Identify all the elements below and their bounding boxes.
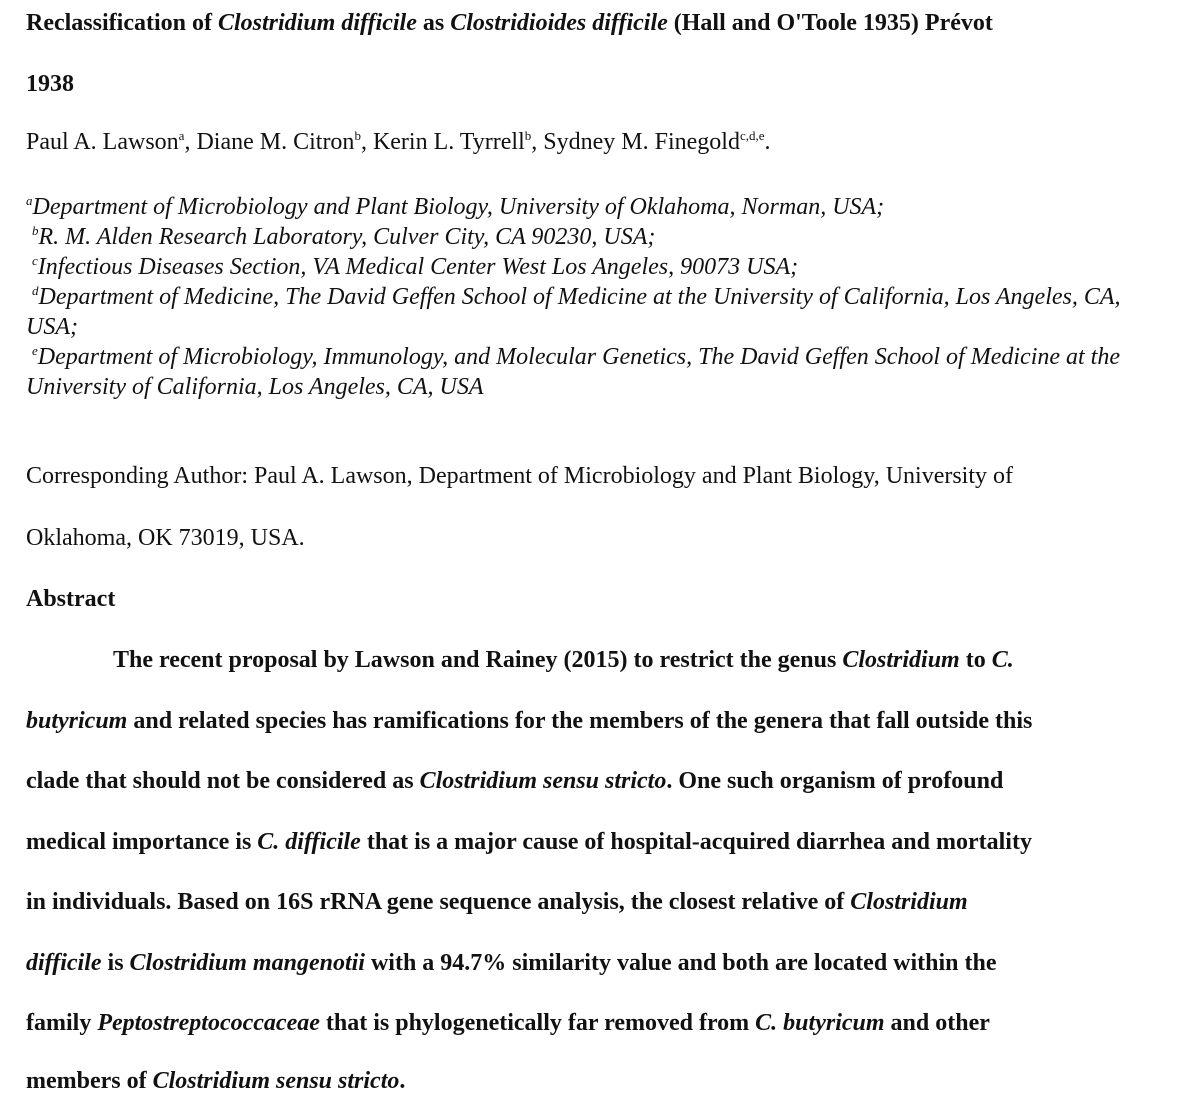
abstract-text: is	[101, 950, 130, 976]
abstract-taxon: butyricum	[26, 708, 128, 734]
affiliation-mark: a	[26, 193, 33, 208]
paper-title	[26, 10, 993, 37]
affiliation-mark: e	[32, 343, 38, 358]
author-affil-mark: b	[354, 128, 361, 143]
affiliation	[26, 222, 1146, 252]
abstract-line	[26, 1010, 990, 1037]
abstract-text: and related species has ramifications for the members of the genera that fall outside this	[127, 708, 1033, 734]
abstract-taxon: Clostridium sensu stricto	[419, 768, 667, 794]
affiliation-mark: c	[32, 253, 38, 268]
affiliation	[26, 282, 1146, 342]
author-separator: ,	[360, 129, 373, 155]
author-name: Paul A. Lawson	[26, 129, 179, 155]
affiliation-text: Infectious Diseases Section, VA Medical Center West Los Angeles, 90073 USA;	[37, 254, 799, 280]
title-text: Reclassification of	[26, 10, 218, 36]
abstract-text: that is a major cause of hospital-acquired diarrhea and mortality	[360, 829, 1032, 855]
abstract-text: . One such organism of profound	[666, 768, 1004, 794]
abstract-text: in individuals. Based on 16S rRNA gene sequence analysis, the closest relative of	[26, 889, 851, 915]
title-taxon-old: Clostridium difficile	[217, 10, 417, 36]
abstract-taxon: Clostridium mangenotii	[129, 950, 365, 976]
abstract-text: and other	[884, 1010, 990, 1036]
abstract-line	[26, 1068, 405, 1095]
author-separator: .	[764, 129, 771, 155]
abstract-text: that is phylogenetically far removed from	[319, 1010, 756, 1036]
author-affil-mark: c,d,e	[739, 128, 765, 143]
abstract-line	[26, 708, 1032, 735]
affiliation-text: Department of Microbiology, Immunology, and Molecular Genetics, The David Geffen School of Medicine at the University of California, Los Angeles, CA, USA	[26, 344, 1120, 400]
abstract-line	[26, 829, 1032, 856]
abstract-taxon: difficile	[26, 950, 102, 976]
abstract-text: with a 94.7% similarity value and both are located within the	[364, 950, 997, 976]
author-separator: ,	[531, 129, 544, 155]
affiliation-list	[26, 192, 1146, 402]
abstract-line	[26, 768, 1003, 795]
affiliation-text: Department of Medicine, The David Geffen School of Medicine at the University of California, Los Angeles, CA, USA;	[26, 284, 1121, 340]
abstract-text: medical importance is	[26, 829, 258, 855]
abstract-taxon: Clostridium	[850, 889, 968, 915]
abstract-taxon: Peptostreptococcaceae	[97, 1010, 320, 1036]
author-name: Diane M. Citron	[196, 129, 355, 155]
abstract-text: .	[399, 1068, 406, 1094]
title-text: as	[416, 10, 451, 36]
abstract-text: to	[959, 647, 992, 673]
abstract-taxon: C. butyricum	[755, 1010, 885, 1036]
abstract-text: members of	[26, 1068, 153, 1094]
affiliation	[26, 192, 1146, 222]
author-name: Kerin L. Tyrrell	[372, 129, 525, 155]
abstract-text: family	[26, 1010, 98, 1036]
author-affil-mark: b	[524, 128, 532, 143]
abstract-taxon: C.	[991, 647, 1014, 673]
abstract-line	[113, 647, 1014, 674]
paper-title-year: 1938	[26, 71, 74, 97]
abstract-text: The recent proposal by Lawson and Rainey (2015) to restrict the genus	[113, 647, 843, 673]
title-text: (Hall and O'Toole 1935) Prévot	[667, 10, 993, 36]
affiliation-text: Department of Microbiology and Plant Biology, University of Oklahoma, Norman, USA;	[32, 194, 885, 220]
abstract-text: clade that should not be considered as	[26, 768, 420, 794]
author-list	[26, 129, 771, 156]
affiliation	[26, 252, 1146, 282]
affiliation-mark: b	[32, 223, 39, 238]
affiliation-text: R. M. Alden Research Laboratory, Culver City, CA 90230, USA;	[38, 224, 656, 250]
author-affil-mark: a	[178, 128, 185, 143]
abstract-line	[26, 950, 997, 977]
abstract-taxon: C. difficile	[257, 829, 361, 855]
author-name: Sydney M. Finegold	[543, 129, 740, 155]
corresponding-author: Corresponding Author: Paul A. Lawson, Department of Microbiology and Plant Biology, University of	[26, 463, 1013, 489]
corresponding-author-address: Oklahoma, OK 73019, USA.	[26, 525, 305, 551]
abstract-taxon: Clostridium	[842, 647, 960, 673]
abstract-line	[26, 889, 968, 916]
abstract-taxon: Clostridium sensu stricto	[152, 1068, 400, 1094]
author-separator: ,	[184, 129, 197, 155]
affiliation	[26, 342, 1146, 402]
title-taxon-new: Clostridioides difficile	[450, 10, 668, 36]
affiliation-mark: d	[32, 283, 39, 298]
abstract-heading: Abstract	[26, 586, 116, 612]
